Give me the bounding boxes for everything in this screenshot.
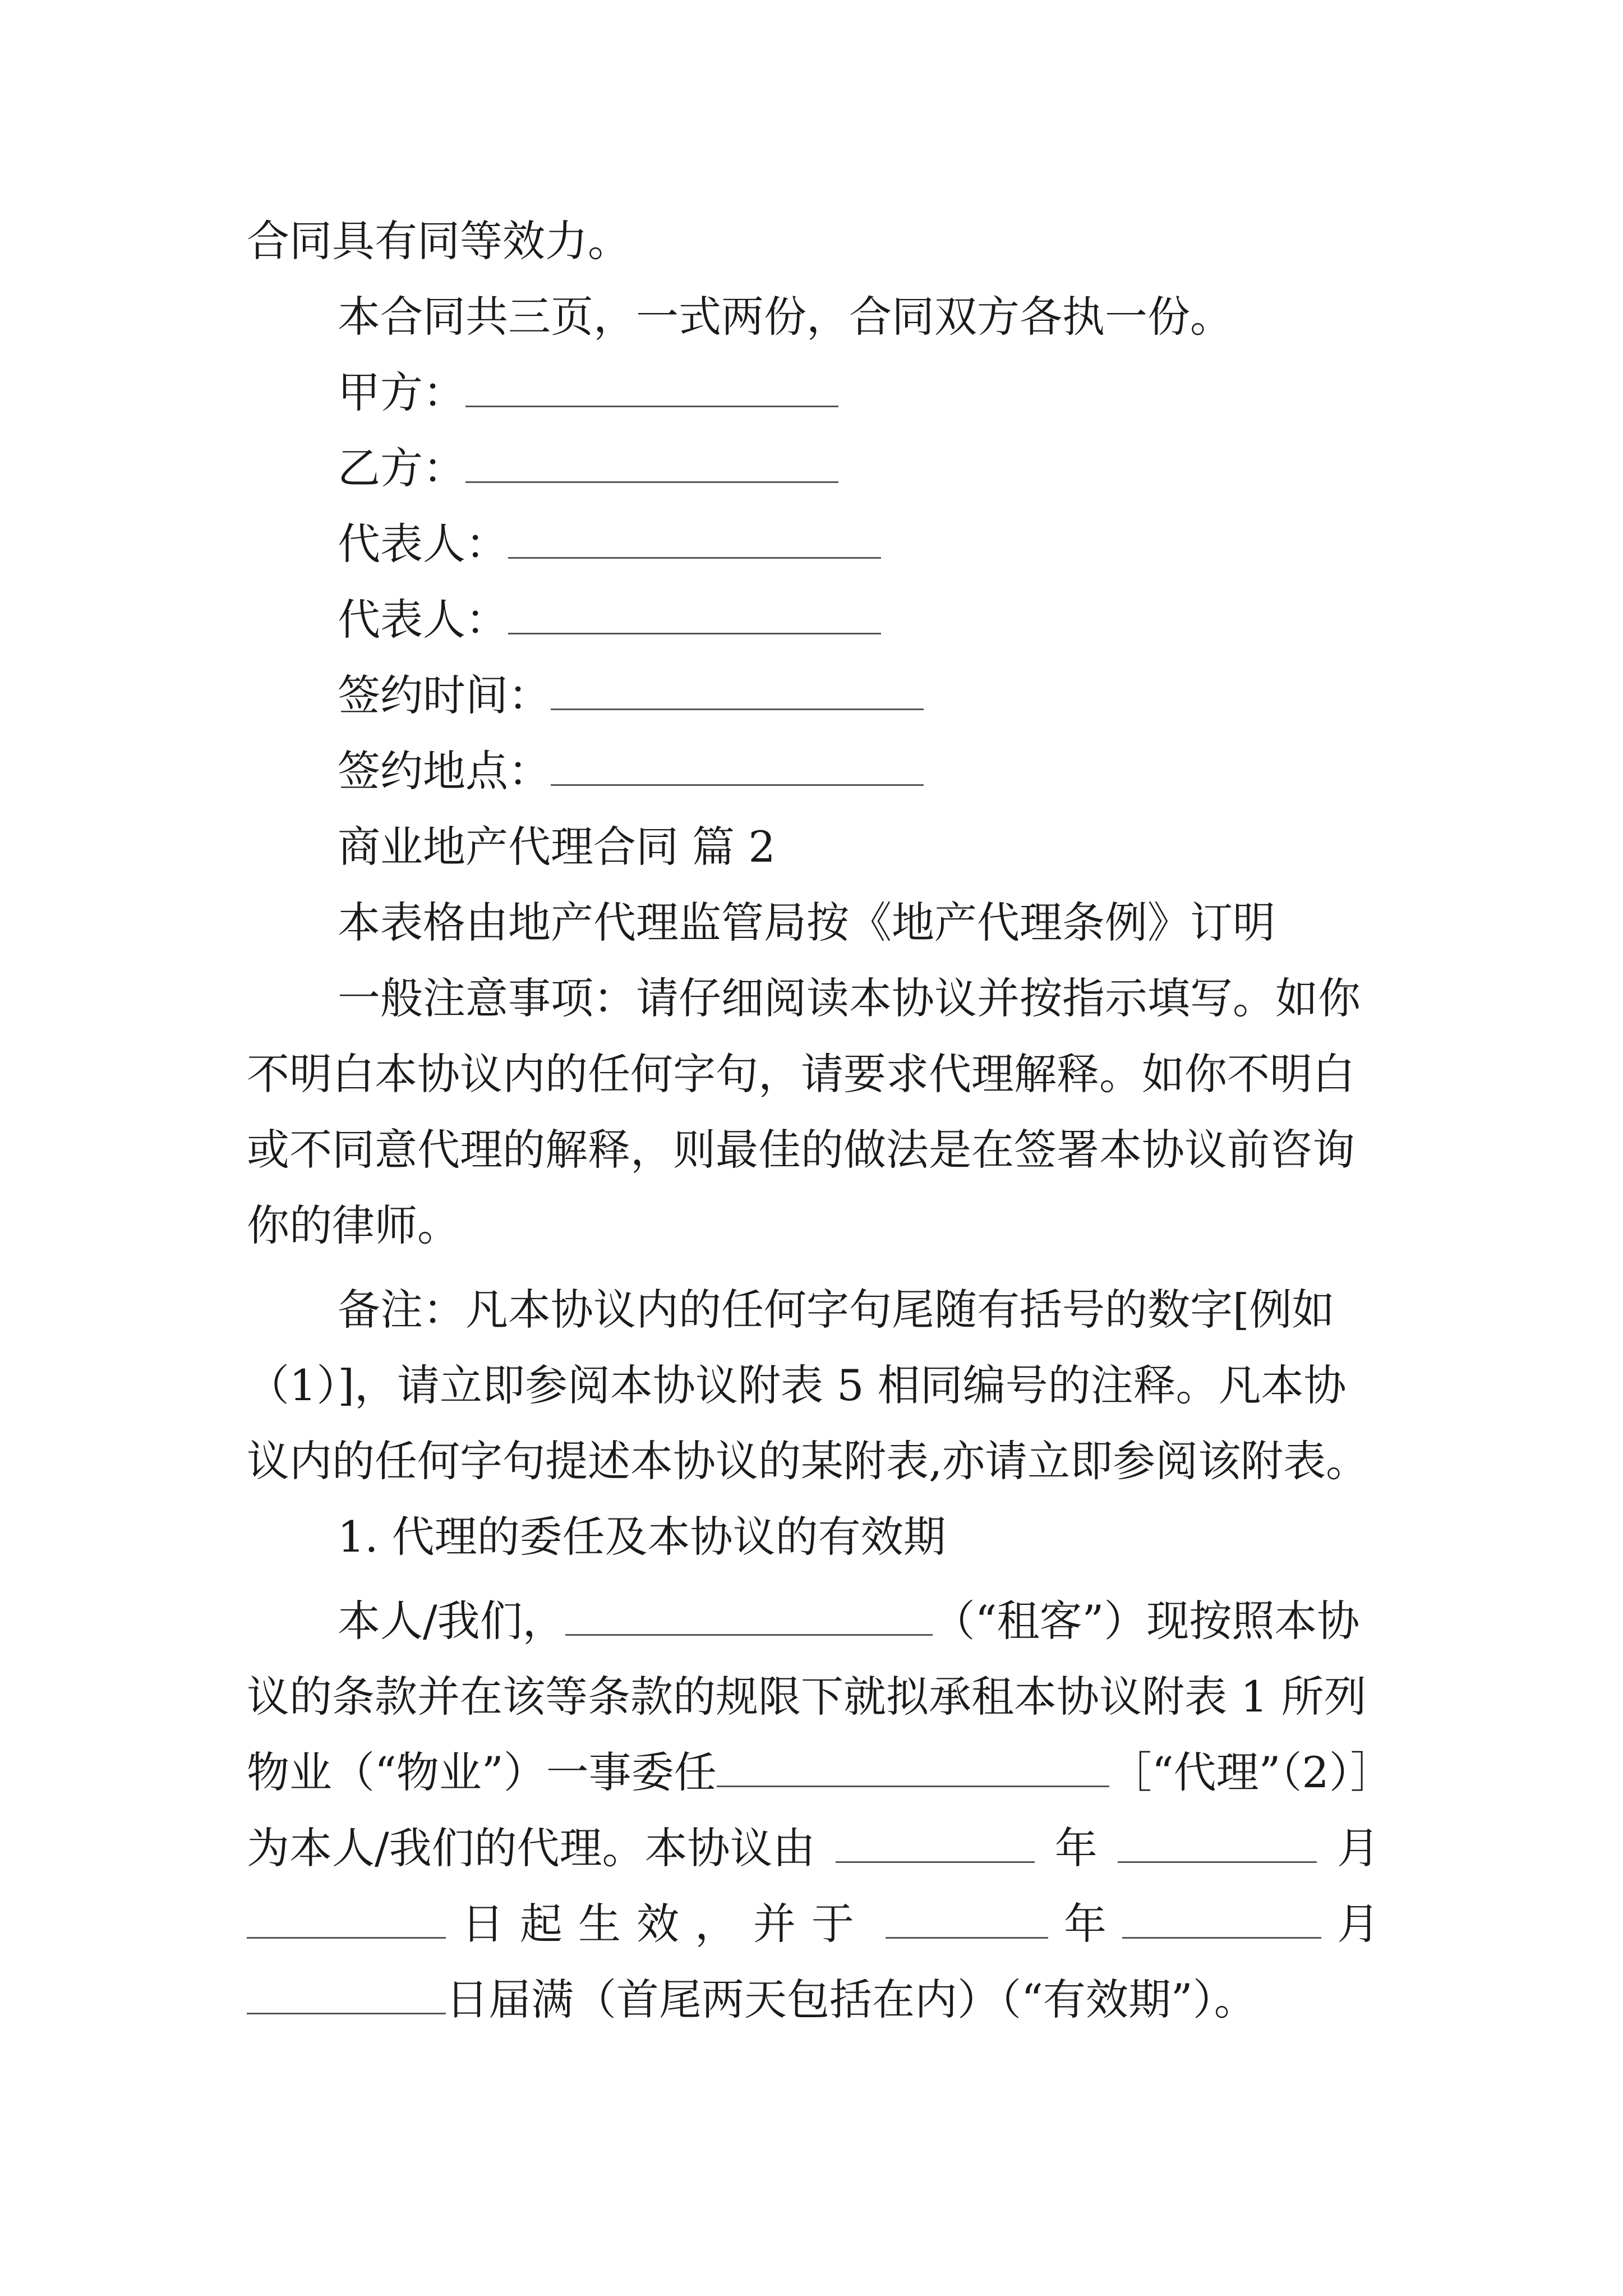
- party-a-field: [338, 365, 838, 421]
- remark-line: 议内的任何字句提述本协议的某附表,亦请立即参阅该附表。: [247, 1436, 1369, 1486]
- month-label: 月: [1337, 1899, 1380, 1949]
- start-day-blank: [247, 1898, 446, 1939]
- representative-field: [338, 516, 881, 572]
- clause-line: 议的条款并在该等条款的规限下就拟承租本协议附表 1 所列: [247, 1672, 1367, 1722]
- representative-field: [338, 592, 881, 648]
- representative-label: 代表人：: [338, 595, 508, 645]
- clause-line: [247, 1972, 1257, 2028]
- remark-line: 备注：凡本协议内的任何字句尾随有括号的数字[例如: [338, 1285, 1335, 1335]
- end-year-blank: [886, 1898, 1048, 1939]
- start-year-blank: [836, 1822, 1035, 1863]
- representative-label: 代表人：: [338, 519, 508, 569]
- end-day-blank: [247, 1973, 446, 2014]
- year-label: 年: [1064, 1899, 1106, 1949]
- general-notes-line: 你的律师。: [247, 1200, 460, 1250]
- clause-line: [247, 1896, 1380, 1952]
- sign-place-blank: [551, 745, 924, 786]
- end-month-blank: [1122, 1898, 1321, 1939]
- clause-line: [247, 1820, 1380, 1876]
- representative-blank: [508, 518, 881, 559]
- clause-line: [247, 1745, 1393, 1801]
- clause-text: （“租客”）现按照本协: [932, 1596, 1360, 1646]
- clause-title: 1. 代理的委任及本协议的有效期: [338, 1512, 946, 1562]
- clause-text: ［“代理”（2）］: [1109, 1747, 1393, 1797]
- text-line: 本合同共三页，一式两份，合同双方各执一份。: [338, 292, 1233, 342]
- year-label: 年: [1054, 1823, 1098, 1873]
- general-notes-line: 不明白本协议内的任何字句，请要求代理解释。如你不明白: [247, 1049, 1355, 1099]
- representative-blank: [508, 593, 881, 634]
- clause-text: 为本人/我们的代理。本协议由: [247, 1823, 815, 1873]
- clause-text: 日届满（首尾两天包括在内）（“有效期”）。: [446, 1975, 1257, 2024]
- general-notes-line: 或不同意代理的解释，则最佳的做法是在签署本协议前咨询: [247, 1125, 1355, 1175]
- sign-time-label: 签约时间：: [338, 670, 551, 720]
- clause-text: 本人/我们，: [338, 1596, 565, 1646]
- party-a-blank: [465, 366, 838, 407]
- clause-text: 物业（“物业”）一事委任: [247, 1747, 717, 1797]
- clause-line: [338, 1593, 1359, 1649]
- form-note: 本表格由地产代理监管局按《地产代理条例》订明: [338, 898, 1275, 947]
- text-line: 合同具有同等效力。: [247, 216, 630, 266]
- remark-line: （1）]，请立即参阅本协议附表 5 相同编号的注释。凡本协: [247, 1360, 1347, 1410]
- start-month-blank: [1118, 1822, 1317, 1863]
- sign-time-blank: [551, 669, 924, 710]
- party-b-label: 乙方：: [338, 443, 465, 493]
- sign-time-field: [338, 668, 924, 724]
- month-label: 月: [1336, 1823, 1380, 1873]
- clause-text: 日起生效，并于: [462, 1899, 870, 1949]
- sign-place-field: [338, 743, 924, 799]
- general-notes-line: 一般注意事项：请仔细阅读本协议并按指示填写。如你: [338, 973, 1361, 1023]
- party-b-blank: [465, 442, 838, 483]
- party-b-field: [338, 440, 838, 496]
- tenant-name-blank: [565, 1595, 933, 1636]
- sign-place-label: 签约地点：: [338, 746, 551, 796]
- agent-name-blank: [717, 1746, 1109, 1787]
- section-title: 商业地产代理合同 篇 2: [338, 822, 776, 872]
- party-a-label: 甲方：: [338, 367, 465, 417]
